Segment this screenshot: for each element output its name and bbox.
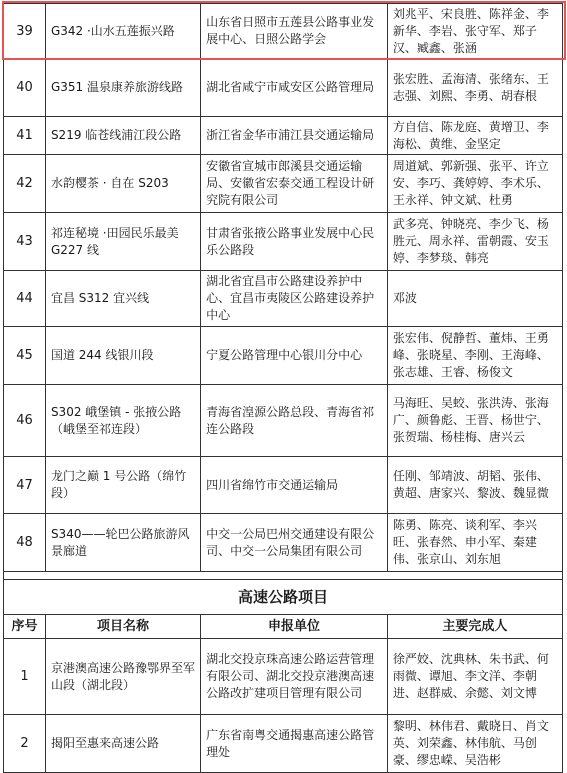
main-contributors: 周道斌、郭新强、张平、许立安、李巧、龚婷婷、李术乐、王永祥、钟文斌、杜勇 [387,155,562,213]
header-row [4,615,563,639]
main-contributors: 武多亮、钟晓亮、李少飞、杨胜元、周永祥、雷朝霞、安玉婷、李梦琰、韩亮 [387,213,562,271]
applicant-unit: 湖北交投京珠高速公路运营管理有限公司、湖北交投京港澳高速公路改扩建项目管理有限公司 [201,639,388,715]
section-title-row [4,580,563,615]
applicant-unit: 浙江省金华市浦江县交通运输局 [201,117,388,155]
applicant-unit: 湖北省宜昌市公路建设养护中心、宜昌市夷陵区公路建设养护中心 [201,271,388,327]
header-applicant-unit: 申报单位 [201,615,388,639]
applicant-unit: 山东省日照市五莲县公路事业发展中心、日照公路学会 [201,4,388,59]
project-name: G351 温泉康养旅游线路 [45,59,200,117]
row-number: 40 [4,59,46,117]
main-contributors: 张宏伟、倪静哲、董炜、王勇峰、张晓星、李刚、王海峰、张志雄、王睿、杨俊文 [387,327,562,385]
row-number: 47 [4,457,46,514]
section-title: 高速公路项目 [4,580,563,615]
row-number: 41 [4,117,46,155]
project-name: 祁连秘境 ·田园民乐最美 G227 线 [45,213,200,271]
row-number: 1 [4,639,46,715]
project-name: 水韵樱茶 · 自在 S203 [45,155,200,213]
project-name: 宜昌 S312 宜兴线 [45,271,200,327]
table-row [4,639,563,715]
project-name: 京港澳高速公路豫鄂界至军山段（湖北段） [45,639,200,715]
row-number: 2 [4,715,46,773]
table-row [4,327,563,385]
applicant-unit: 青海省湟源公路总段、青海省祁连公路段 [201,385,388,457]
table-row [4,213,563,271]
row-number: 44 [4,271,46,327]
table-row [4,271,563,327]
row-number: 42 [4,155,46,213]
main-contributors: 方自信、陈龙庭、黄增卫、李海松、黄维、金坚定 [387,117,562,155]
row-number: 45 [4,327,46,385]
table-row [4,59,563,117]
project-name: S219 临苍线浦江段公路 [45,117,200,155]
projects-table [3,3,563,773]
table-row [4,457,563,514]
applicant-unit: 四川省绵竹市交通运输局 [201,457,388,514]
applicant-unit: 中交一公局巴州交通建设有限公司、中交一公局集团有限公司 [201,514,388,572]
applicant-unit: 宁夏公路管理中心银川分中心 [201,327,388,385]
main-contributors: 张宏胜、孟海清、张绪东、王志强、刘熙、李勇、胡春根 [387,59,562,117]
project-name: S302 峨堡镇 - 张掖公路（峨堡至祁连段） [45,385,200,457]
table-row [4,155,563,213]
row-number: 39 [4,4,46,59]
table-row [4,715,563,773]
applicant-unit: 甘肃省张掖公路事业发展中心民乐公路段 [201,213,388,271]
table-row [4,385,563,457]
spacer-row [4,572,563,580]
main-contributors: 马海旺、吴蛟、张洪涛、张海广、颜鲁彪、王晋、杨世宁、张贺瑞、杨桂梅、唐兴云 [387,385,562,457]
row-number: 48 [4,514,46,572]
project-name: 龙门之巅 1 号公路（绵竹段） [45,457,200,514]
main-contributors: 黎明、林伟君、戴晓日、肖文英、刘荣鑫、林伟航、马创豪、缪忠嵘、吴浩彬 [387,715,562,773]
main-contributors: 任刚、邹靖波、胡韬、张伟、黄超、唐家兴、黎波、魏显微 [387,457,562,514]
row-number: 46 [4,385,46,457]
header-main-contributors: 主要完成人 [387,615,562,639]
header-number: 序号 [4,615,46,639]
applicant-unit: 广东省南粤交通揭惠高速公路管理处 [201,715,388,773]
header-project-name: 项目名称 [45,615,200,639]
main-contributors: 徐严姣、沈典林、朱书武、何雨微、谭旭、李文洋、李朝进、赵群威、余懿、刘文博 [387,639,562,715]
applicant-unit: 安徽省宣城市郎溪县交通运输局、安徽省宏泰交通工程设计研究院有限公司 [201,155,388,213]
project-name: 揭阳至惠来高速公路 [45,715,200,773]
project-name: G342 ·山水五莲振兴路 [45,4,200,59]
table-row [4,117,563,155]
main-contributors: 刘兆平、宋良胜、陈祥金、李新华、李岩、张守军、郑子汉、臧鑫、张涵 [387,4,562,59]
main-contributors: 邓波 [387,271,562,327]
main-contributors: 陈勇、陈亮、谈利军、李兴旺、张春然、申小军、秦建伟、张京山、刘东旭 [387,514,562,572]
project-name: 国道 244 线银川段 [45,327,200,385]
row-number: 43 [4,213,46,271]
applicant-unit: 湖北省咸宁市咸安区公路管理局 [201,59,388,117]
table-row [4,4,563,59]
project-name: S340——轮巴公路旅游风景廊道 [45,514,200,572]
table-row [4,514,563,572]
